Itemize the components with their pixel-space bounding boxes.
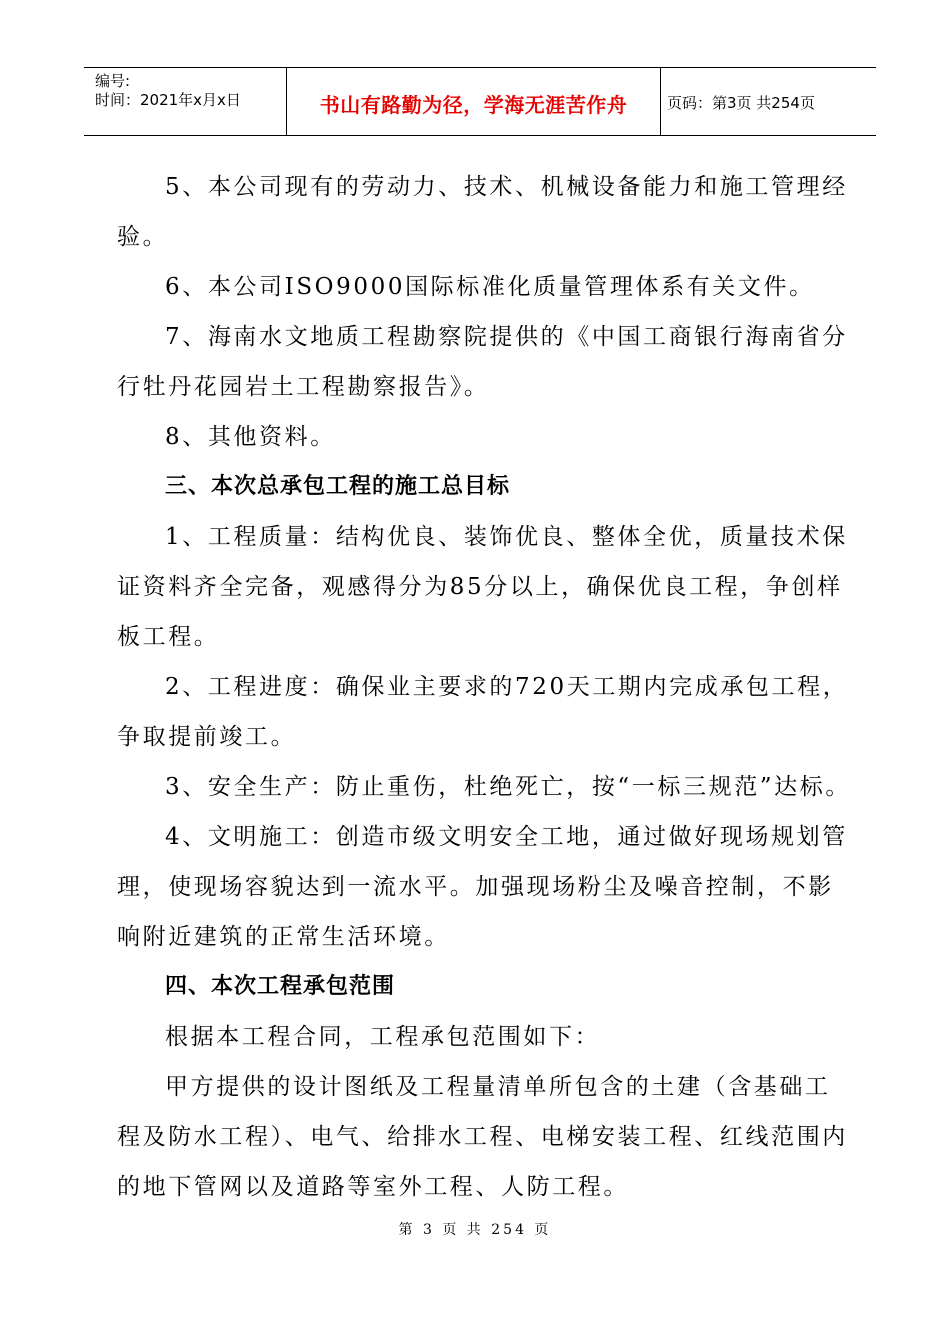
section-heading: 四、本次工程承包范围: [165, 974, 396, 999]
document-body: [117, 162, 852, 1212]
paragraph: 甲方提供的设计图纸及工程量清单所包含的土建（含基础工程及防水工程）、电气、给排水工程、电梯安装工程、红线范围内的地下管网以及道路等室外工程、人防工程。: [117, 1074, 848, 1200]
paragraph: 6、本公司ISO9000国际标准化质量管理体系有关文件。: [165, 274, 815, 300]
paragraph: 2、工程进度：确保业主要求的720天工期内完成承包工程，争取提前竣工。: [117, 674, 849, 750]
header-motto: 书山有路勤为径，学海无涯苦作舟: [319, 93, 628, 117]
header-page-info: 页码：第3页 共254页: [667, 94, 815, 112]
header-motto-cell: [287, 68, 661, 135]
paragraph: 7、海南水文地质工程勘察院提供的《中国工商银行海南省分行牡丹花园岩土工程勘察报告》。: [117, 324, 848, 400]
paragraph: 4、文明施工：创造市级文明安全工地，通过做好现场规划管理，使现场容貌达到一流水平。加强现场粉尘及噪音控制，不影响附近建筑的正常生活环境。: [117, 824, 848, 950]
header-page-cell: [661, 68, 876, 135]
paragraph: 8、其他资料。: [165, 424, 336, 450]
document-time-label: 时间：2021年x月x日: [95, 91, 241, 109]
document-number-label: 编号:: [95, 72, 131, 90]
paragraph: 3、安全生产：防止重伤，杜绝死亡，按“一标三规范”达标。: [165, 774, 851, 800]
paragraph: 1、工程质量：结构优良、装饰优良、整体全优，质量技术保证资料齐全完备，观感得分为85分以上，确保优良工程，争创样板工程。: [117, 524, 848, 650]
section-heading: 三、本次总承包工程的施工总目标: [165, 474, 511, 499]
page-header: [84, 67, 876, 136]
page-footer: 第 3 页 共 254 页: [398, 1222, 552, 1238]
header-meta-cell: [84, 68, 287, 135]
paragraph: 5、本公司现有的劳动力、技术、机械设备能力和施工管理经验。: [117, 174, 848, 250]
paragraph: 根据本工程合同，工程承包范围如下：: [165, 1024, 601, 1050]
